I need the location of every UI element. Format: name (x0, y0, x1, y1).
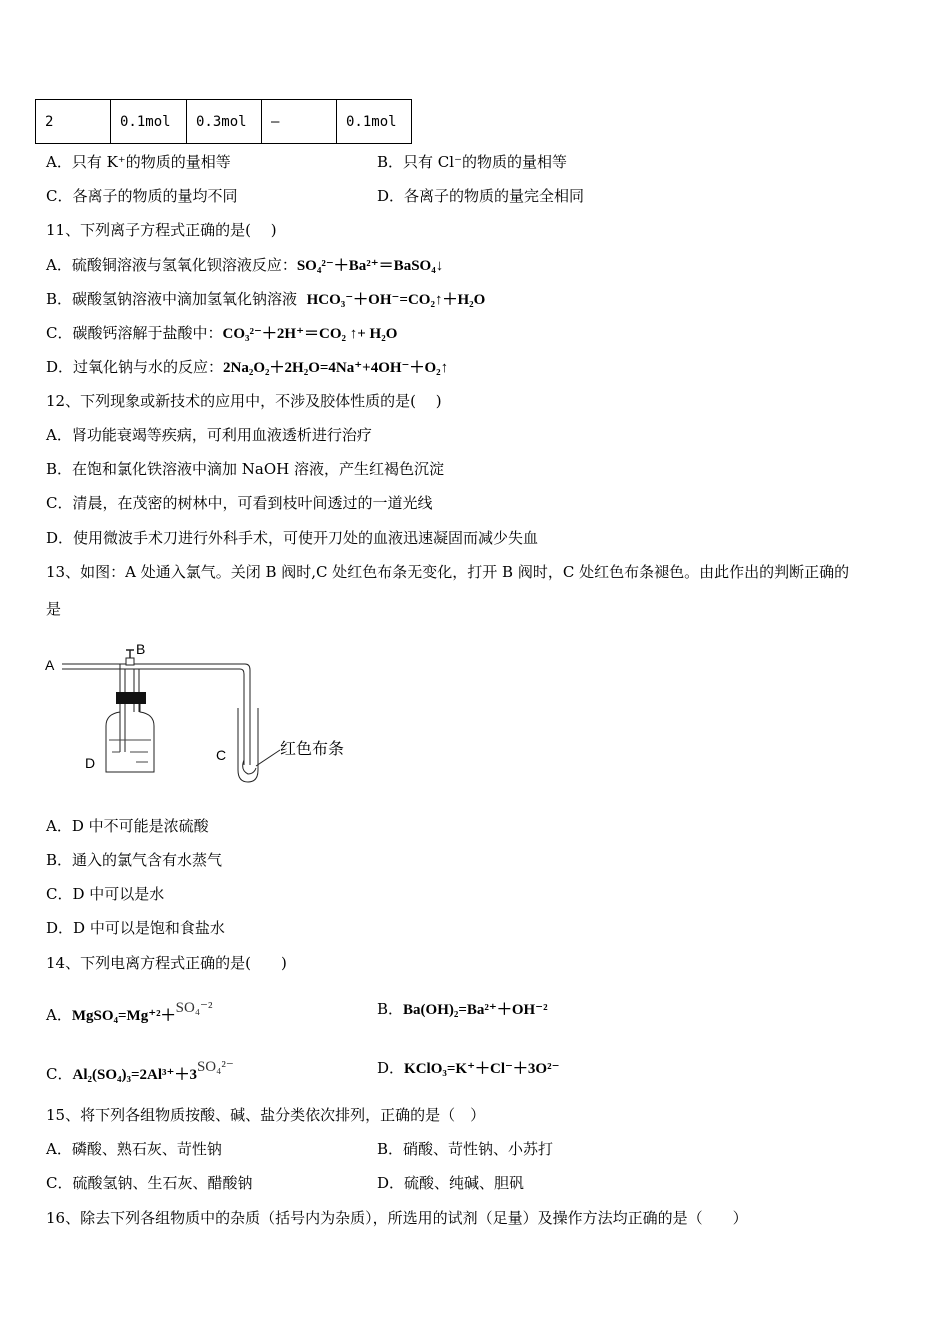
q12-option-c: C．清晨，在茂密的树林中，可看到枝叶间透过的一道光线 (46, 494, 433, 512)
q12-option-a: A．肾功能衰竭等疾病，可利用血液透析进行治疗 (46, 426, 372, 444)
q14-option-d-label: D． (377, 1059, 405, 1077)
q15-option-b: B．硝酸、苛性钠、小苏打 (377, 1140, 554, 1158)
q13-option-a: A．D 中不可能是浓硫酸 (46, 817, 209, 835)
q15-option-d: D．硫酸、纯碱、胆矾 (377, 1174, 525, 1192)
table-cell: 0.1mol (111, 100, 187, 144)
q14-option-a-equation: MgSO₄=Mg⁺²＋ (71, 1008, 176, 1024)
q10-option-a: A．只有 K⁺的物质的量相等 (46, 153, 231, 171)
q11-option-c-label: C．碳酸钙溶解于盐酸中： (46, 324, 223, 342)
table-cell: 0.3mol (187, 100, 262, 144)
label-b: B (136, 641, 146, 657)
label-a: A (45, 657, 55, 673)
q14-option-c-ion: SO₄²⁻ (196, 1059, 234, 1075)
q14-option-c-label: C． (46, 1065, 73, 1083)
q14-stem: 14、下列电离方程式正确的是( ) (46, 954, 287, 972)
q13-option-c: C．D 中可以是水 (46, 885, 165, 903)
q14-option-b-equation: Ba(OH)₂=Ba²⁺＋OH⁻² (403, 1002, 548, 1018)
q15-option-c: C．硫酸氢钠、生石灰、醋酸钠 (46, 1174, 253, 1192)
q11-option-d (46, 356, 448, 377)
q13-option-d: D．D 中可以是饱和食盐水 (46, 919, 225, 937)
q11-option-a-equation: SO₄²⁻＋Ba²⁺＝BaSO₄↓ (296, 258, 444, 274)
data-table (35, 99, 412, 144)
q14-option-b-label: B． (377, 1000, 404, 1018)
q11-option-d-label: D．过氧化钠与水的反应： (46, 358, 224, 376)
q16-stem: 16、除去下列各组物质中的杂质（括号内为杂质），所选用的试剂（足量）及操作方法均正确的是（ ） (46, 1209, 748, 1227)
q11-option-a (46, 254, 443, 275)
q11-option-b-equation: HCO₃⁻＋OH⁻=CO₂↑＋H₂O (306, 292, 486, 308)
q14-option-a-ion: SO₄⁻² (175, 1000, 213, 1016)
q11-option-b (46, 288, 485, 309)
q11-option-a-label: A．硫酸铜溶液与氢氧化钡溶液反应： (46, 256, 297, 274)
q14-option-d (377, 1057, 560, 1078)
q15-option-a: A．磷酸、熟石灰、苛性钠 (46, 1140, 222, 1158)
q14-option-c (46, 1057, 234, 1084)
q10-option-d: D．各离子的物质的量完全相同 (377, 187, 585, 205)
q13-stem-line2: 是 (46, 600, 62, 618)
table-cell: 2 (36, 100, 111, 144)
label-red-cloth: 红色布条 (280, 741, 345, 758)
label-d: D (85, 755, 96, 771)
q15-stem: 15、将下列各组物质按酸、碱、盐分类依次排列，正确的是（ ） (46, 1106, 486, 1124)
q14-option-a-label: A． (46, 1006, 72, 1024)
q10-option-b: B．只有 Cl⁻的物质的量相等 (377, 153, 567, 171)
q12-stem: 12、下列现象或新技术的应用中，不涉及胶体性质的是( ) (46, 392, 442, 410)
label-c: C (216, 747, 227, 763)
q13-option-b: B．通入的氯气含有水蒸气 (46, 851, 223, 869)
q11-stem: 11、下列离子方程式正确的是( ) (46, 221, 277, 239)
q14-option-b (377, 998, 548, 1019)
table-cell: 0.1mol (337, 100, 412, 144)
table-row (36, 100, 412, 144)
q11-option-c (46, 322, 397, 343)
q12-option-b: B．在饱和氯化铁溶液中滴加 NaOH 溶液，产生红褐色沉淀 (46, 460, 445, 478)
q14-option-d-equation: KClO₃=K⁺＋Cl⁻＋3O²⁻ (404, 1061, 560, 1077)
q11-option-c-equation: CO₃²⁻＋2H⁺＝CO₂ ↑+ H₂O (222, 326, 398, 342)
q14-option-c-equation: Al₂(SO₄)₃=2Al³⁺＋3 (72, 1067, 197, 1083)
q12-option-d: D．使用微波手术刀进行外科手术，可使开刀处的血液迅速凝固而减少失血 (46, 529, 539, 547)
q11-option-d-equation: 2Na₂O₂＋2H₂O=4Na⁺+4OH⁻＋O₂↑ (223, 360, 449, 376)
q10-option-c: C．各离子的物质的量均不同 (46, 187, 238, 205)
table-cell: — (262, 100, 337, 144)
q13-stem-line1: 13、如图：A 处通入氯气。关闭 B 阀时,C 处红色布条无变化，打开 B 阀时，C 处红色布条褪色。由此作出的判断正确的 (46, 563, 850, 581)
q14-option-a (46, 998, 212, 1025)
apparatus-diagram (40, 640, 370, 790)
q11-option-b-label: B．碳酸氢钠溶液中滴加氢氧化钠溶液 (46, 290, 298, 308)
